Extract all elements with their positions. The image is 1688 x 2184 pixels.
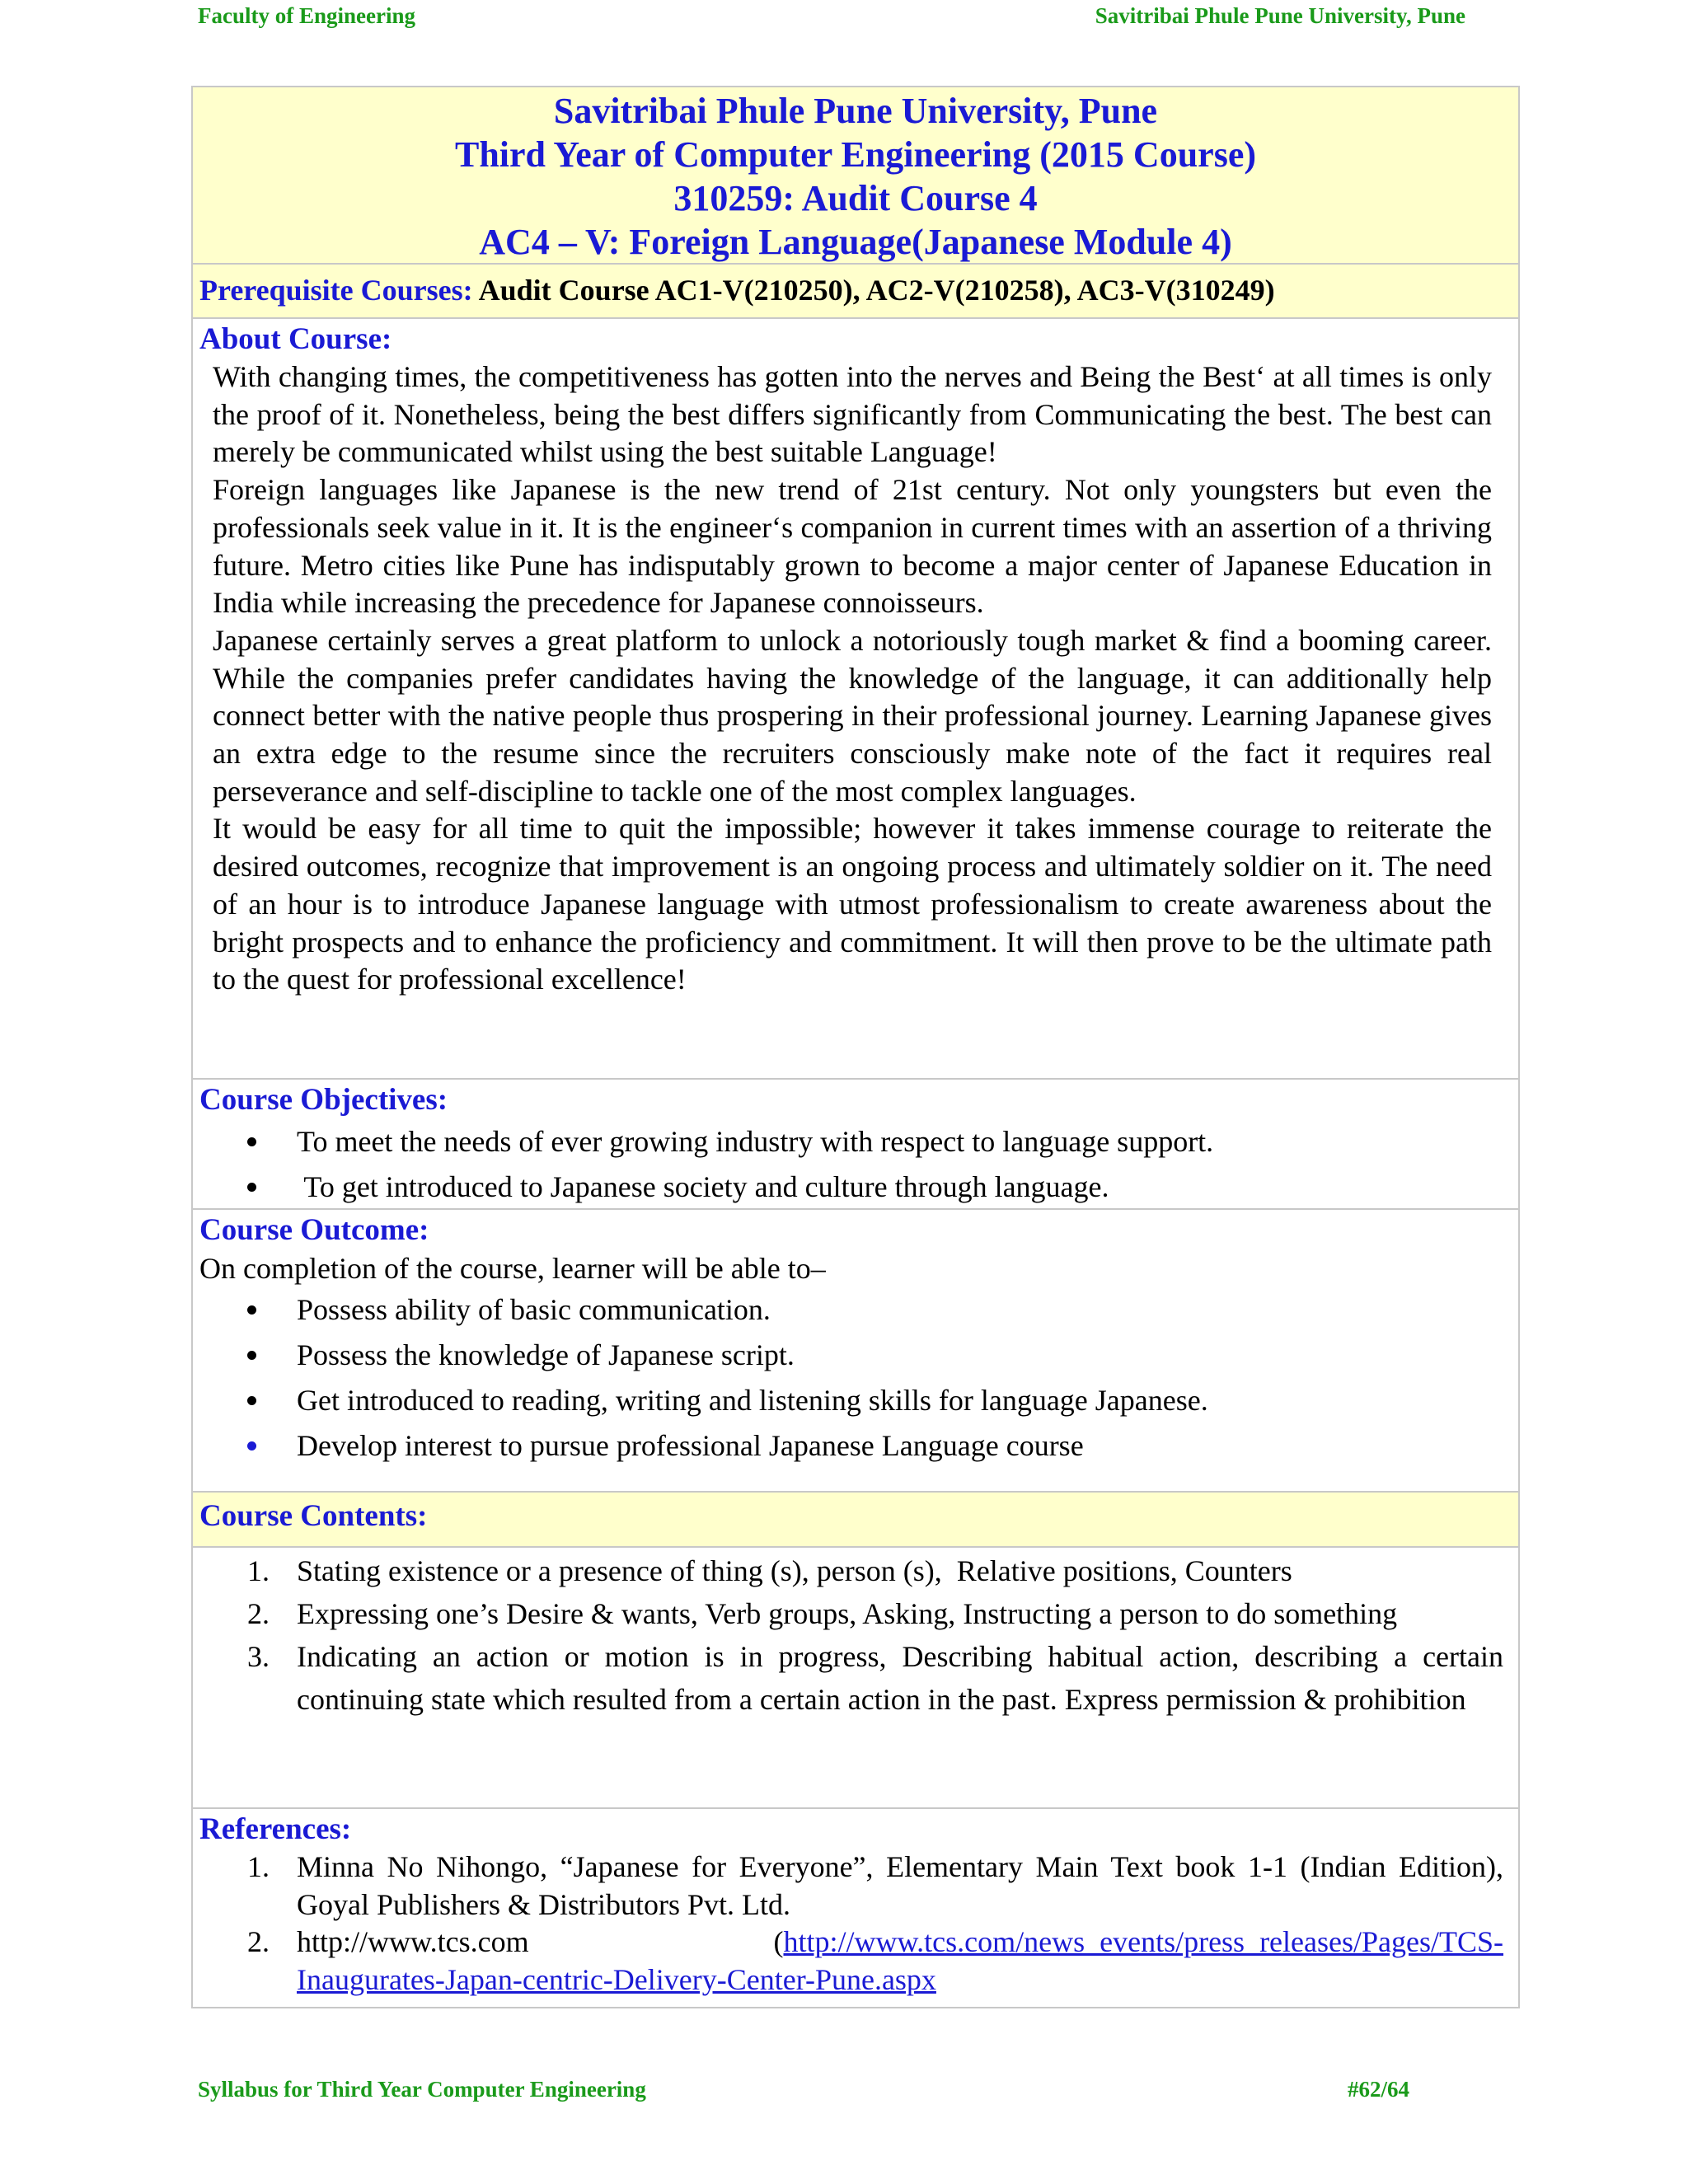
- university-title: Savitribai Phule Pune University, Pune: [553, 91, 1158, 131]
- prerequisite-label: Prerequisite Courses:: [199, 274, 473, 307]
- about-paragraph: Japanese certainly serves a great platform to unlock a notoriously tough market & find a booming career. While the companies prefer candidates having the knowledge of the language, it can additionally help connect better with the native people thus prospering in their professional journey. Learning Japanese gives an extra edge to the resume since the recruiters consciously make note of the fact it requires real perseverance and self-discipline to tackle one of the most complex languages.: [213, 623, 1492, 808]
- outcome-intro: On completion of the course, learner will be able to–: [199, 1252, 826, 1285]
- reference-2-line: [297, 1924, 1503, 1961]
- reference-link[interactable]: http://www.tcs.com/news_events/press_releases/Pages/TCS-: [783, 1925, 1503, 1958]
- list-item: [193, 1378, 1518, 1423]
- course-name-title: AC4 – V: Foreign Language(Japanese Module 4): [479, 222, 1232, 262]
- item-number: 2.: [247, 1925, 270, 1958]
- outcome-text: Possess ability of basic communication.: [297, 1293, 771, 1326]
- bullet-icon: [247, 1396, 256, 1405]
- about-paragraph: It would be easy for all time to quit the impossible; however it takes immense courage to reiterate the desired outcomes, recognize that improvement is an ongoing process and ultimately soldier on it. The need of an hour is to introduce Japanese language with utmost professionalism to create awareness about the bright prospects and to enhance the proficiency and commitment. It will then prove to be the ultimate path to the quest for professional excellence!: [213, 812, 1492, 996]
- reference-site-text: http://www.tcs.com: [297, 1925, 529, 1958]
- about-paragraph: Foreign languages like Japanese is the new trend of 21st century. Not only youngsters but even the professionals seek value in it. It is the engineer‘s companion in current times with an assertion of a thriving future. Metro cities like Pune has indisputably grown to become a major center of Japanese Education in India while increasing the precedence for Japanese connoisseurs.: [213, 473, 1492, 620]
- list-item: [193, 1849, 1503, 1924]
- about-course-section: [193, 319, 1518, 1080]
- title-block: [193, 87, 1518, 265]
- references-list: [193, 1849, 1518, 1999]
- list-item: [193, 1592, 1503, 1635]
- list-item: [193, 1549, 1503, 1592]
- program-title: Third Year of Computer Engineering (2015 Course): [454, 134, 1257, 175]
- references-section: [193, 1809, 1518, 2007]
- content-text: Indicating an action or motion is in progress, Describing habitual action, describing a certain continuing state which resulted from a certain action in the past. Express permission & prohibition: [297, 1640, 1503, 1716]
- reference-text: Minna No Nihongo, “Japanese for Everyone”, Elementary Main Text book 1-1 (Indian Edition), Goyal Publishers & Distributors Pvt. Ltd.: [297, 1850, 1503, 1921]
- list-item: [193, 1165, 1518, 1210]
- reference-link-continued[interactable]: Inaugurates-Japan-centric-Delivery-Center-Pune.aspx: [297, 1962, 936, 1996]
- about-course-body: [213, 359, 1492, 999]
- item-number: 3.: [247, 1640, 270, 1673]
- reference-link-wrapper: [773, 1924, 1503, 1961]
- course-contents-heading: Course Contents:: [199, 1499, 428, 1533]
- content-text: Stating existence or a presence of thing (s), person (s), Relative positions, Counters: [297, 1554, 1292, 1587]
- list-item: [193, 1635, 1503, 1721]
- open-paren: (: [773, 1925, 784, 1958]
- running-header-right: Savitribai Phule Pune University, Pune: [1095, 3, 1465, 28]
- course-objectives-section: [193, 1080, 1518, 1210]
- bullet-icon: [247, 1441, 256, 1451]
- outcome-text: Get introduced to reading, writing and listening skills for language Japanese.: [297, 1384, 1208, 1417]
- course-outcome-section: [193, 1210, 1518, 1493]
- course-objectives-heading: Course Objectives:: [199, 1083, 448, 1117]
- contents-list: [193, 1549, 1518, 1721]
- objective-text: To get introduced to Japanese society and culture through language.: [297, 1170, 1109, 1203]
- list-item: [193, 1423, 1518, 1469]
- course-code-title: 310259: Audit Course 4: [673, 178, 1038, 218]
- syllabus-table: [191, 86, 1520, 2008]
- bullet-icon: [247, 1351, 256, 1360]
- prerequisite-value: Audit Course AC1-V(210250), AC2-V(210258), AC3-V(310249): [472, 274, 1275, 307]
- outcome-text: Possess the knowledge of Japanese script.: [297, 1338, 795, 1371]
- about-paragraph: With changing times, the competitiveness has gotten into the nerves and Being the Best‘ at all times is only the proof of it. Nonetheless, being the best differs significantly from Communicating the best. The best can merely be communicated whilst using the best suitable Language!: [213, 360, 1492, 469]
- about-course-heading: About Course:: [199, 322, 392, 356]
- page-number: #62/64: [1348, 2077, 1410, 2102]
- outcome-list: [193, 1287, 1518, 1469]
- course-contents-section: [193, 1548, 1518, 1809]
- bullet-icon: [247, 1305, 256, 1315]
- content-text: Expressing one’s Desire & wants, Verb groups, Asking, Instructing a person to do something: [297, 1597, 1398, 1630]
- list-item: [193, 1119, 1518, 1165]
- prerequisite-row: [193, 265, 1518, 319]
- running-header-left: Faculty of Engineering: [198, 3, 415, 28]
- list-item: [193, 1924, 1503, 1999]
- item-number: 1.: [247, 1554, 270, 1587]
- footer-left: Syllabus for Third Year Computer Engineering: [198, 2077, 646, 2102]
- list-item: [193, 1287, 1518, 1333]
- item-number: 1.: [247, 1850, 270, 1883]
- objectives-list: [193, 1119, 1518, 1210]
- references-heading: References:: [199, 1812, 352, 1846]
- bullet-icon: [247, 1137, 256, 1146]
- outcome-text: Develop interest to pursue professional Japanese Language course: [297, 1429, 1084, 1462]
- course-contents-header: [193, 1493, 1518, 1548]
- course-outcome-heading: Course Outcome:: [199, 1213, 429, 1247]
- list-item: [193, 1333, 1518, 1378]
- bullet-icon: [247, 1183, 256, 1192]
- item-number: 2.: [247, 1597, 270, 1630]
- objective-text: To meet the needs of ever growing industry with respect to language support.: [297, 1125, 1214, 1158]
